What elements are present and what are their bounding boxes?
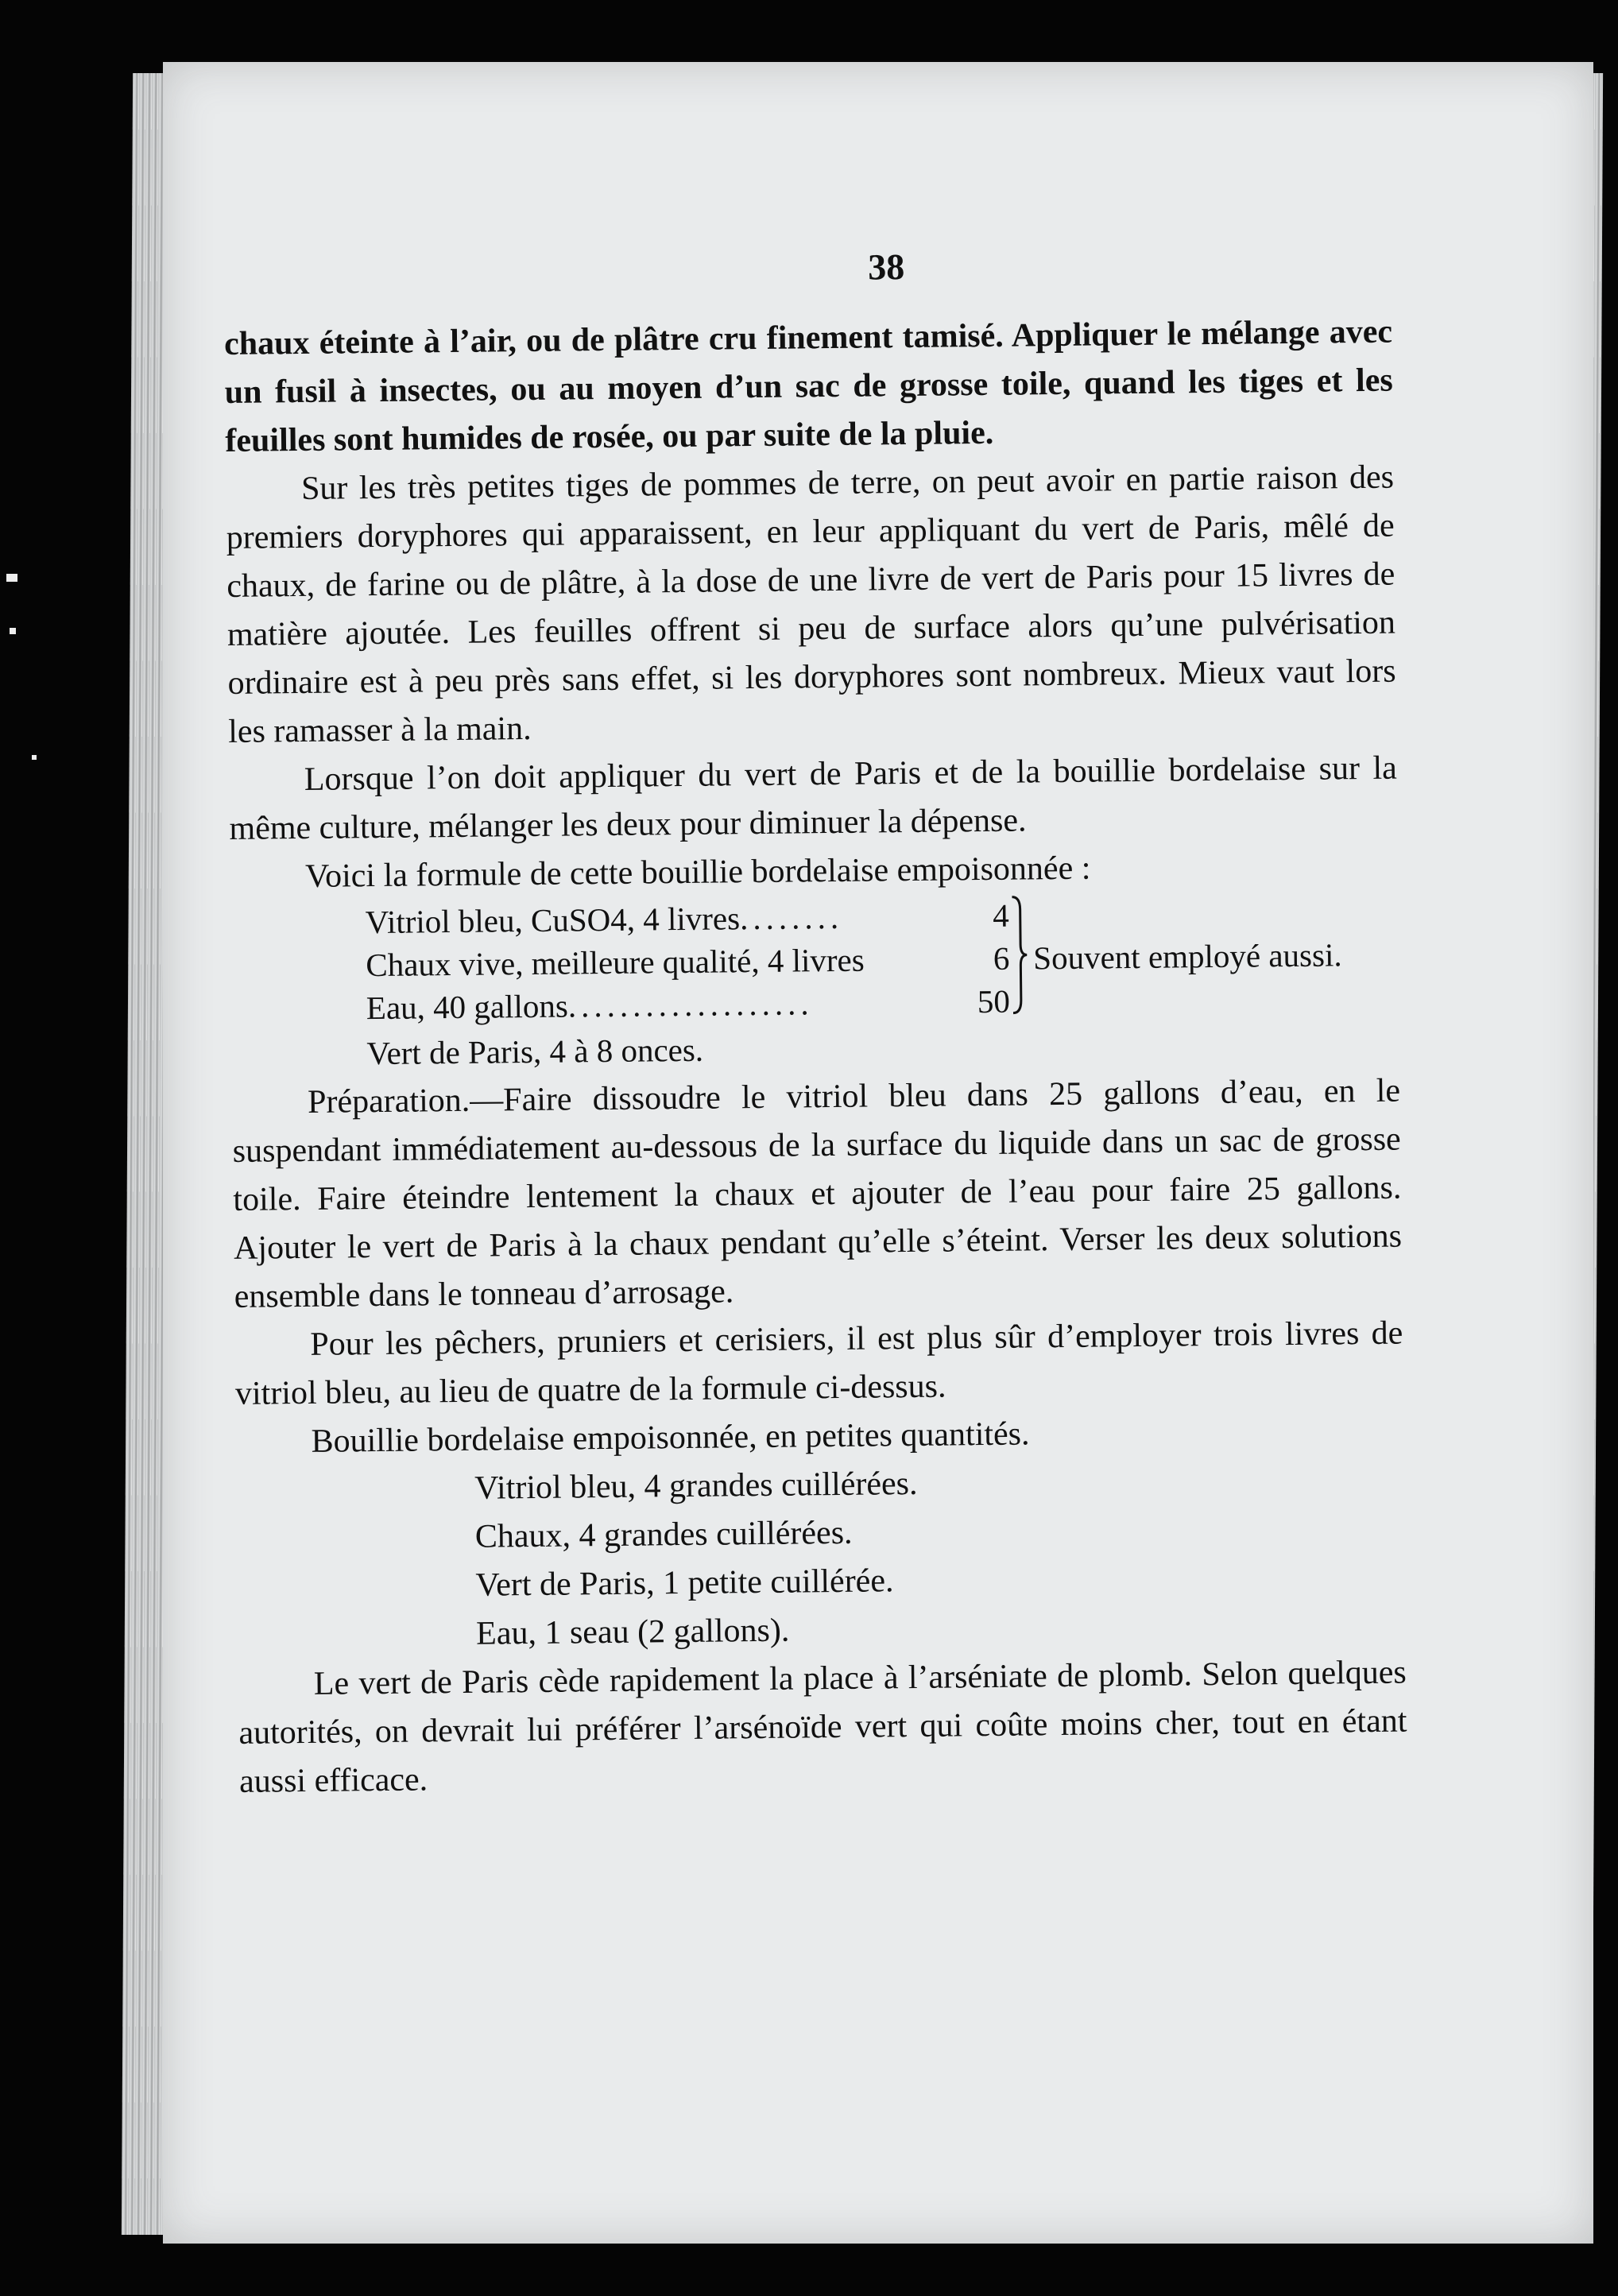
- list-item: Eau, 1 seau (2 gallons).: [475, 1612, 790, 1652]
- list-item: Chaux, 4 grandes cuillérées.: [474, 1514, 853, 1555]
- scan-speck: [10, 628, 16, 634]
- curly-brace-icon: [1010, 895, 1029, 1014]
- formula-quantity: 6: [993, 939, 1010, 977]
- formula-quantity: 4: [992, 896, 1009, 934]
- formula-ingredient: Vitriol bleu, CuSO4, 4 livres: [365, 900, 741, 941]
- scan-speck: [32, 755, 37, 760]
- page-number: 38: [867, 246, 905, 288]
- formula-row: [366, 937, 1010, 986]
- formula-extra: Vert de Paris, 4 à 8 onces.: [366, 1031, 704, 1072]
- paragraph-7: Le vert de Paris cède rapidement la place à l’arséniate de plomb. Selon quelques autorités, on devrait lui préférer l’arsénoïde vert qui coûte moins cher, tout en étant aussi efficace.: [238, 1654, 1407, 1800]
- formula-block: [365, 890, 1384, 1029]
- scan-speck: [6, 574, 17, 582]
- small-quantities-list: [474, 1455, 1406, 1659]
- paragraph-4: Voici la formule de cette bouillie bordelaise empoisonnée :: [304, 850, 1091, 895]
- paragraph-1: chaux éteinte à l’air, ou de plâtre cru finement tamisé. Appliquer le mélange avec un fusil à insectes, ou au moyen d’un sac de grosse toile, quand les tiges et les feuilles sont humides de rosée, ou par suite de la pluie.: [223, 313, 1393, 459]
- list-item: Vitriol bleu, 4 grandes cuillérées.: [474, 1465, 918, 1507]
- formula-row: [365, 894, 1009, 943]
- list-item: Vert de Paris, 1 petite cuillérée.: [475, 1562, 894, 1604]
- leader-dots: ...................: [567, 985, 814, 1024]
- body-text: [224, 308, 1408, 1806]
- leader-dots: ........: [739, 898, 844, 937]
- brace-label: Souvent employé aussi.: [1033, 936, 1342, 977]
- leader-dots: [864, 937, 977, 981]
- small-quantities-title: Bouillie bordelaise empoisonnée, en petites quantités.: [311, 1415, 1030, 1460]
- formula-row: [366, 980, 1011, 1029]
- paragraph-5: Préparation.—Faire dissoudre le vitriol bleu dans 25 gallons d’eau, en le suspendant immédiatement au-dessous de la surface du liquide dans un sac de grosse toile. Faire éteindre lentement la chaux et ajouter de l’eau pour faire 25 gallons. Ajouter le vert de Paris à la chaux pendant qu’elle s’éteint. Verser les deux solutions ensemble dans le tonneau d’arrosage.: [232, 1072, 1403, 1315]
- paragraph-6: Pour les pêchers, pruniers et cerisiers, il est plus sûr d’employer trois livres de vitriol bleu, au lieu de quatre de la formule ci-dessus.: [234, 1314, 1403, 1412]
- paragraph-3: Lorsque l’on doit appliquer du vert de Paris et de la bouillie bordelaise sur la même culture, mélanger les deux pour diminuer la dépense.: [229, 749, 1398, 847]
- formula-ingredient: Eau, 40 gallons: [366, 987, 569, 1027]
- paragraph-2: Sur les très petites tiges de pommes de terre, on peut avoir en partie raison des premiers doryphores qui apparaissent, en leur appliquant du vert de Paris, mêlé de chaux, de farine ou de plâtre, à la dose de une livre de vert de Paris pour 15 livres de matière ajoutée. Les feuilles offrent si peu de surface alors qu’une pulvérisation ordinaire est à peu près sans effet, si les doryphores sont nombreux. Mieux vaut lors les ramasser à la main.: [226, 459, 1396, 750]
- formula-ingredient: Chaux vive, meilleure qualité, 4 livres: [366, 941, 865, 984]
- formula-quantity: 50: [977, 982, 1011, 1020]
